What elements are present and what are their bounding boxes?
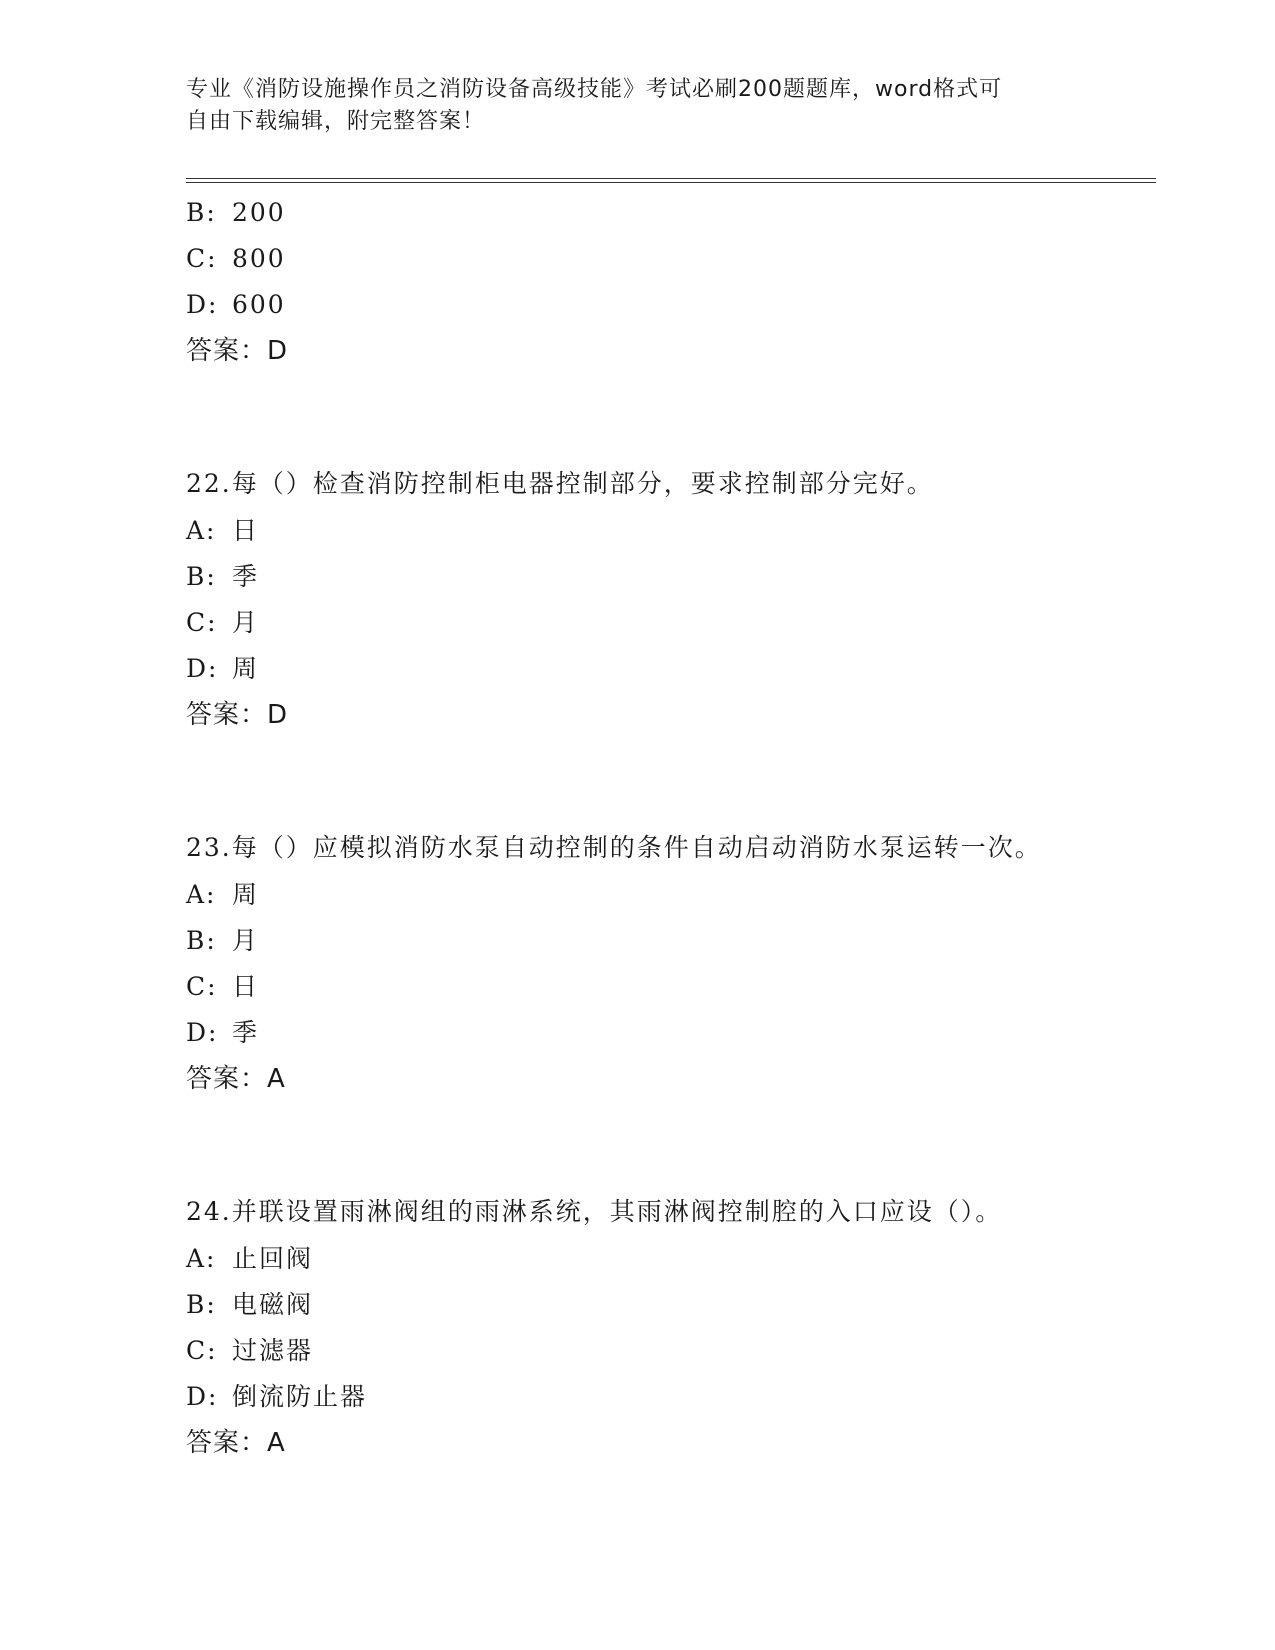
option-letter: A: xyxy=(186,516,217,545)
header-line-2: 自由下载编辑，附完整答案！ xyxy=(186,109,486,134)
question-stem: 22.每（）检查消防控制柜电器控制部分，要求控制部分完好。 xyxy=(186,469,934,498)
option-d xyxy=(186,282,1156,328)
question-21-partial xyxy=(186,190,1156,374)
option-text: 日 xyxy=(232,972,260,1001)
option-letter: D: xyxy=(186,1382,219,1411)
header-divider xyxy=(186,178,1156,183)
option-text: 季 xyxy=(232,562,260,591)
option-d xyxy=(186,1010,1156,1056)
option-text: 月 xyxy=(232,926,260,955)
document-page xyxy=(186,0,1156,1650)
option-text: 月 xyxy=(232,608,260,637)
option-a xyxy=(186,508,1156,554)
spacer xyxy=(186,1102,1156,1188)
answer-line: 答案：A xyxy=(186,1064,286,1094)
answer-line: 答案：D xyxy=(186,700,289,730)
option-text: 过滤器 xyxy=(232,1336,314,1365)
question-stem: 24.并联设置雨淋阀组的雨淋系统，其雨淋阀控制腔的入口应设（）。 xyxy=(186,1197,1003,1226)
option-d xyxy=(186,1374,1156,1420)
option-d xyxy=(186,646,1156,692)
question-stem: 23.每（）应模拟消防水泵自动控制的条件自动启动消防水泵运转一次。 xyxy=(186,833,1042,862)
option-text: 周 xyxy=(232,880,260,909)
option-c xyxy=(186,600,1156,646)
option-text: 电磁阀 xyxy=(232,1290,314,1319)
option-b xyxy=(186,554,1156,600)
document-header xyxy=(186,74,1086,138)
option-letter: D: xyxy=(186,1018,219,1047)
header-line-1: 专业《消防设施操作员之消防设备高级技能》考试必刷200题题库，word格式可 xyxy=(186,77,1003,102)
option-text: 600 xyxy=(232,290,286,319)
option-text: 倒流防止器 xyxy=(232,1382,368,1411)
option-c xyxy=(186,236,1156,282)
option-letter: D: xyxy=(186,654,219,683)
option-b xyxy=(186,1282,1156,1328)
option-letter: B: xyxy=(186,1290,217,1319)
spacer xyxy=(186,738,1156,824)
option-a xyxy=(186,1236,1156,1282)
option-text: 800 xyxy=(232,244,286,273)
option-a xyxy=(186,872,1156,918)
option-letter: C: xyxy=(186,1336,218,1365)
option-letter: D: xyxy=(186,290,219,319)
option-letter: C: xyxy=(186,972,218,1001)
option-text: 季 xyxy=(232,1018,260,1047)
question-22 xyxy=(186,460,1156,738)
option-text: 止回阀 xyxy=(232,1244,314,1273)
option-text: 周 xyxy=(232,654,260,683)
option-letter: C: xyxy=(186,608,218,637)
option-b xyxy=(186,918,1156,964)
option-letter: A: xyxy=(186,1244,217,1273)
option-letter: A: xyxy=(186,880,217,909)
question-24 xyxy=(186,1188,1156,1466)
option-text: 日 xyxy=(232,516,260,545)
option-letter: B: xyxy=(186,562,217,591)
question-23 xyxy=(186,824,1156,1102)
option-c xyxy=(186,964,1156,1010)
option-letter: B: xyxy=(186,926,217,955)
option-letter: B: xyxy=(186,198,217,227)
option-text: 200 xyxy=(232,198,286,227)
option-b xyxy=(186,190,1156,236)
option-letter: C: xyxy=(186,244,218,273)
answer-line: 答案：A xyxy=(186,1428,286,1458)
option-c xyxy=(186,1328,1156,1374)
spacer xyxy=(186,374,1156,460)
answer-line: 答案：D xyxy=(186,336,289,366)
question-list xyxy=(186,190,1156,1466)
